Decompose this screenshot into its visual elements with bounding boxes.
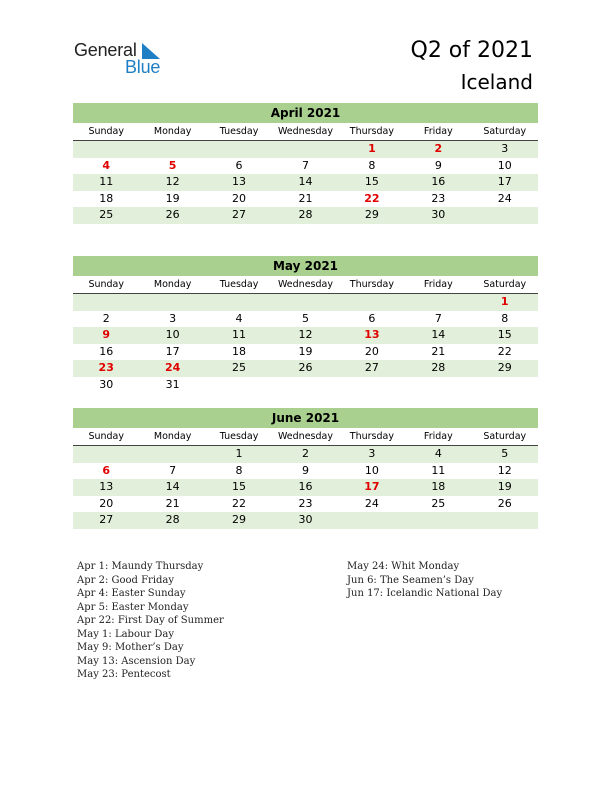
day-cell: 16 [431,175,446,188]
day-cell: 16 [298,480,313,493]
holiday-note: Apr 1: Maundy Thursday [77,561,204,572]
day-cell [139,446,205,463]
month-header: April 2021 [73,103,538,123]
day-cell: 17 [165,344,180,358]
weekday-label: Tuesday [219,279,259,290]
day-cell [139,141,205,158]
day-cell: 3 [169,311,177,325]
day-cell: 21 [431,344,446,358]
day-cell: 15 [364,175,379,188]
month-may [73,256,538,393]
weekday-label: Friday [423,126,453,137]
holiday-note: May 23: Pentecost [77,669,171,680]
weekday-label: Monday [153,279,192,290]
week-row [73,311,538,328]
day-cell: 21 [298,191,313,205]
day-cell [272,294,338,311]
day-cell: 8 [501,311,509,325]
month-header: June 2021 [73,408,538,428]
holiday-note: May 13: Ascension Day [77,655,196,667]
day-cell: 9 [301,463,309,477]
day-cell: 28 [431,361,446,374]
day-cell: 24 [364,496,379,510]
day-cell: 1 [500,295,509,308]
day-cell [339,512,405,529]
holiday-note: Apr 4: Easter Sunday [77,588,186,599]
day-cell: 19 [298,344,313,358]
day-cell: 10 [364,463,379,477]
day-cell: 2 [434,142,443,155]
day-cell: 5 [501,447,509,460]
day-cell [73,294,139,311]
weekday-label: Wednesday [277,126,333,137]
day-cell: 7 [301,158,309,172]
day-cell: 26 [165,208,180,221]
day-cell: 6 [102,463,111,477]
week-row [73,344,538,361]
day-cell [272,377,338,394]
day-cell [405,512,471,529]
day-cell [405,294,471,311]
day-cell: 22 [232,496,247,510]
weekday-label: Monday [153,126,192,137]
day-cell: 30 [298,513,313,526]
weekday-row [73,276,538,294]
day-cell: 12 [165,175,180,188]
day-cell [206,377,272,394]
day-cell: 23 [431,191,446,205]
day-cell: 20 [364,344,379,358]
day-cell: 19 [497,480,512,493]
weekday-label: Wednesday [277,431,333,442]
day-cell: 23 [98,361,114,374]
week-row [73,446,538,463]
day-cell: 4 [235,311,243,325]
holiday-list-left [77,560,224,682]
day-cell: 5 [301,311,309,325]
day-cell [139,294,205,311]
day-cell: 25 [232,361,247,374]
day-cell: 15 [497,328,512,341]
day-cell: 28 [298,208,313,221]
holiday-note: Apr 2: Good Friday [77,574,175,586]
weekday-label: Friday [423,279,453,290]
day-cell: 3 [368,447,376,460]
day-cell: 16 [99,344,114,358]
week-row [73,463,538,480]
day-cell: 26 [298,361,313,374]
month-header: May 2021 [73,256,538,276]
week-row [73,207,538,224]
day-cell [472,207,538,224]
day-cell: 2 [102,311,110,325]
weekday-label: Tuesday [219,126,259,137]
day-cell: 12 [497,463,512,477]
week-row [73,294,538,311]
weekday-label: Sunday [88,279,124,290]
day-cell [206,141,272,158]
day-cell: 5 [168,158,177,172]
day-cell: 10 [165,328,180,341]
day-cell: 19 [165,191,180,205]
holiday-note: May 9: Mother’s Day [77,642,184,653]
day-cell: 11 [99,175,114,188]
day-cell [472,512,538,529]
day-cell: 9 [434,158,442,172]
holiday-note: Jun 17: Icelandic National Day [347,588,503,599]
day-cell: 30 [431,208,446,221]
day-cell: 28 [165,513,180,526]
weekday-label: Sunday [88,126,124,137]
day-cell: 13 [232,175,247,188]
day-cell: 24 [164,361,181,374]
day-cell: 18 [431,480,446,493]
day-cell: 26 [497,496,512,510]
day-cell: 6 [235,158,243,172]
day-cell: 10 [497,158,512,172]
day-cell [339,377,405,394]
logo-text-general: General [74,40,137,60]
day-cell: 27 [364,361,379,374]
day-cell: 9 [102,328,111,341]
week-row [73,141,538,158]
week-row [73,158,538,175]
day-cell: 2 [301,447,309,460]
day-cell [73,141,139,158]
day-cell [472,377,538,394]
day-cell: 1 [235,447,243,460]
day-cell: 25 [99,208,114,221]
holiday-note: May 1: Labour Day [77,628,174,640]
day-cell: 3 [501,142,509,155]
day-cell: 21 [165,496,180,510]
day-cell: 24 [497,191,512,205]
month-june [73,408,538,529]
day-cell: 17 [364,480,380,493]
day-cell [206,294,272,311]
day-cell: 31 [165,377,180,391]
day-cell [73,446,139,463]
holiday-note: Jun 6: The Seamen’s Day [347,574,474,586]
day-cell: 1 [368,142,376,155]
holiday-note: May 24: Whit Monday [347,561,460,572]
day-cell: 18 [232,344,247,358]
day-cell: 22 [364,191,380,205]
week-row [73,327,538,344]
week-row [73,191,538,208]
day-cell: 25 [431,496,446,510]
holiday-note: Apr 22: First Day of Summer [77,615,224,626]
week-row [73,496,538,513]
day-cell: 27 [99,513,114,526]
weekday-row [73,123,538,141]
holiday-note: Apr 5: Easter Monday [77,601,189,613]
day-cell: 17 [497,175,512,188]
day-cell: 7 [169,463,177,477]
weekday-row [73,428,538,446]
day-cell: 13 [364,328,380,341]
day-cell [405,377,471,394]
generalblue-logo [74,40,174,80]
day-cell: 29 [364,208,379,221]
day-cell: 8 [368,158,376,172]
logo-text-blue: Blue [125,57,161,77]
day-cell: 7 [434,311,442,325]
day-cell: 12 [298,328,313,341]
day-cell: 14 [431,328,446,341]
page-title: Q2 of 2021 [410,38,533,63]
day-cell: 4 [102,158,111,172]
day-cell: 30 [99,377,114,391]
day-cell: 29 [232,513,247,526]
month-april [73,103,538,224]
day-cell: 14 [298,175,313,188]
week-row [73,512,538,529]
day-cell: 13 [99,480,114,493]
day-cell: 29 [497,361,512,374]
day-cell [339,294,405,311]
day-cell: 11 [431,463,446,477]
weekday-label: Thursday [349,126,394,137]
weekday-label: Sunday [88,431,124,442]
day-cell: 8 [235,463,243,477]
day-cell: 20 [232,191,247,205]
week-row [73,174,538,191]
weekday-label: Thursday [349,431,394,442]
weekday-label: Saturday [483,126,527,137]
weekday-label: Saturday [483,279,527,290]
day-cell: 15 [232,480,247,493]
day-cell: 23 [298,496,313,510]
weekday-label: Thursday [349,279,394,290]
day-cell: 27 [232,208,247,221]
weekday-label: Wednesday [277,279,333,290]
week-row [73,377,538,394]
day-cell [272,141,338,158]
day-cell: 11 [232,328,247,341]
day-cell: 4 [434,447,442,460]
day-cell: 6 [368,311,376,325]
weekday-label: Monday [153,431,192,442]
weekday-label: Saturday [483,431,527,442]
country-name: Iceland [460,70,533,94]
day-cell: 20 [99,496,114,510]
weekday-label: Tuesday [219,431,259,442]
day-cell: 22 [497,344,512,358]
day-cell: 18 [99,191,114,205]
weekday-label: Friday [423,431,453,442]
week-row [73,479,538,496]
week-row [73,360,538,377]
day-cell: 14 [165,480,180,493]
holiday-list-right [347,560,502,601]
